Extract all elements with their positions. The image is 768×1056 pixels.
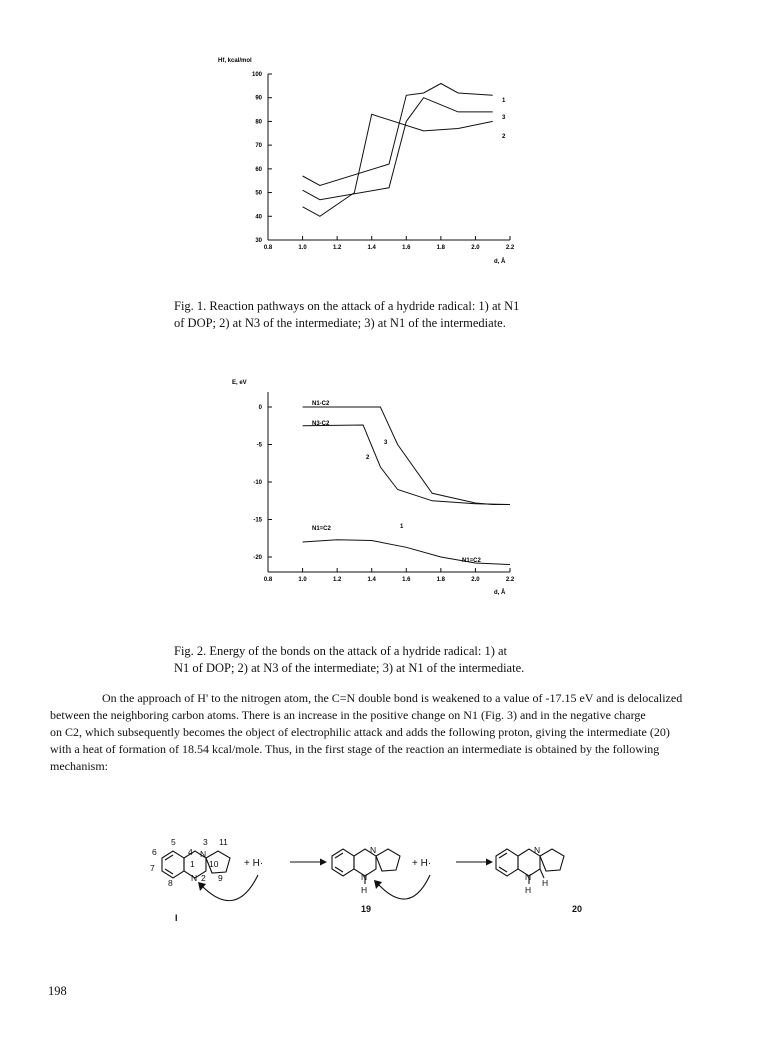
fig1-series-label-1: 1 [502, 98, 506, 104]
curved-arrow-head-2 [374, 880, 382, 889]
fig2-label-3: 3 [384, 440, 388, 446]
atom-5: 5 [171, 837, 176, 847]
fig1-series-line-3 [303, 98, 493, 200]
fig2-xlabel: d, Å [494, 590, 506, 596]
figure-2-caption [174, 643, 634, 677]
body-line-3: on C2, which subsequently becomes the object of electrophilic attack and adds the following proton, giving the intermediate (20) [50, 725, 670, 739]
figure-2-chart [200, 370, 540, 600]
figure-1-caption [174, 298, 634, 332]
body-line-5: mechanism: [50, 759, 108, 773]
curved-arrow-1 [202, 875, 258, 901]
compound-label-20: 20 [572, 904, 583, 914]
arrow-head-2 [486, 859, 493, 866]
atom-H-19: H [361, 885, 368, 895]
fig2-xtick-label: 0.8 [263, 577, 273, 583]
fig1-xtick-label: 2.2 [505, 245, 515, 251]
body-paragraph [50, 690, 718, 775]
fig2-ytick-label: -5 [256, 442, 262, 449]
fig1-caption-line2: of DOP; 2) at N3 of the intermediate; 3) at N1 of the intermediate. [174, 316, 506, 330]
atom-N-top-I: N [200, 849, 207, 859]
fig2-xtick-label: 1.4 [367, 577, 376, 583]
atom-11: 11 [219, 837, 228, 847]
fig1-xtick-label: 1.6 [402, 245, 411, 251]
fig2-ytick-label: -10 [253, 480, 262, 486]
body-line-4: with a heat of formation of 18.54 kcal/mole. Thus, in the first stage of the reaction an intermediate is obtained by the following [50, 742, 660, 756]
atom-2: 2 [201, 873, 206, 883]
atom-N-bottom-19: N [361, 872, 368, 882]
fig2-ytick-label: 0 [258, 405, 262, 411]
atom-7: 7 [150, 863, 155, 873]
atom-3: 3 [203, 837, 208, 847]
body-line-2: between the neighboring carbon atoms. There is an increase in the positive change on N1 (Fig. 3) and in the negative charge [50, 708, 646, 722]
fig2-caption-line1: Fig. 2. Energy of the bonds on the attack of a hydride radical: 1) at [174, 644, 508, 658]
fig1-series-label-3: 3 [502, 115, 506, 121]
fig1-ytick-label: 30 [255, 238, 262, 244]
atom-N-bottom-20: N [525, 872, 532, 882]
fig1-xtick-label: 1.8 [436, 245, 446, 251]
fig1-xtick-label: 1.2 [332, 245, 342, 251]
fig2-label-n1c2-right: N1=C2 [462, 558, 481, 564]
fig2-label-n1c2-top: N1-C2 [312, 401, 330, 407]
atom-N-bottom-I: N [191, 873, 198, 883]
atom-N-top-20: N [534, 845, 541, 855]
atom-10: 10 [209, 859, 219, 869]
figure-1-chart [200, 50, 540, 280]
curved-arrow-head-1 [198, 882, 206, 891]
fig1-xtick-label: 1.0 [298, 245, 307, 251]
atom-H-20b: H [542, 878, 549, 888]
fig1-caption-line1: Fig. 1. Reaction pathways on the attack of a hydride radical: 1) at N1 [174, 299, 520, 313]
reagent-H-radical-1: + H· [244, 858, 264, 869]
fig1-ytick-label: 40 [255, 214, 262, 221]
fig2-xtick-label: 1.2 [332, 577, 342, 583]
curved-arrow-2 [378, 875, 430, 899]
compound-label-I: I [175, 913, 178, 923]
page-number: 198 [48, 984, 67, 998]
fig1-series-line-1 [303, 84, 493, 186]
fig2-label-2: 2 [366, 455, 370, 461]
compound-label-19: 19 [361, 904, 372, 914]
fig1-ylabel: Hf, kcal/mol [218, 58, 252, 64]
fig2-label-n3c2: N3-C2 [312, 421, 330, 427]
reaction-scheme [140, 820, 610, 930]
fig1-xlabel: d, Å [494, 259, 506, 265]
fig2-label-n1c2-bottom: N1=C2 [312, 526, 331, 532]
fig1-ytick-label: 90 [255, 95, 262, 102]
fig1-ytick-label: 50 [255, 190, 262, 197]
atom-9: 9 [218, 873, 223, 883]
fig2-xtick-label: 1.8 [436, 577, 446, 583]
fig2-label-1: 1 [400, 524, 404, 530]
fig2-xtick-label: 2.2 [505, 577, 515, 583]
fig2-xtick-label: 2.0 [471, 577, 480, 583]
fig1-ytick-label: 100 [251, 72, 262, 78]
fig2-caption-line2: N1 of DOP; 2) at N3 of the intermediate; 3) at N1 of the intermediate. [174, 661, 525, 675]
arrow-head-1 [320, 859, 327, 866]
body-line-1: On the approach of H' to the nitrogen atom, the C=N double bond is weakened to a value of -17.15 eV and is delocalized [102, 691, 683, 705]
fig2-xtick-label: 1.6 [402, 577, 411, 583]
fig1-xtick-label: 0.8 [263, 245, 273, 251]
fig2-series-line-2 [303, 425, 510, 505]
fig1-xtick-label: 1.4 [367, 245, 376, 251]
atom-H-20a: H [525, 885, 532, 895]
fig2-series-line-3 [303, 407, 510, 505]
atom-1: 1 [190, 859, 195, 869]
reagent-H-radical-2: + H· [412, 858, 432, 869]
atom-6: 6 [152, 847, 157, 857]
fig1-ytick-label: 70 [255, 143, 262, 150]
atom-N-top-19: N [370, 845, 377, 855]
fig1-series-label-2: 2 [502, 134, 506, 140]
fig1-ytick-label: 80 [255, 119, 262, 126]
fig1-xtick-label: 2.0 [471, 245, 480, 251]
fig2-ytick-label: -20 [253, 555, 262, 561]
atom-8: 8 [168, 878, 173, 888]
fig1-ytick-label: 60 [255, 166, 262, 173]
fig2-ylabel: E, eV [232, 380, 247, 386]
fig2-xtick-label: 1.0 [298, 577, 307, 583]
atom-4: 4 [188, 847, 193, 857]
fig2-ytick-label: -15 [253, 517, 262, 524]
